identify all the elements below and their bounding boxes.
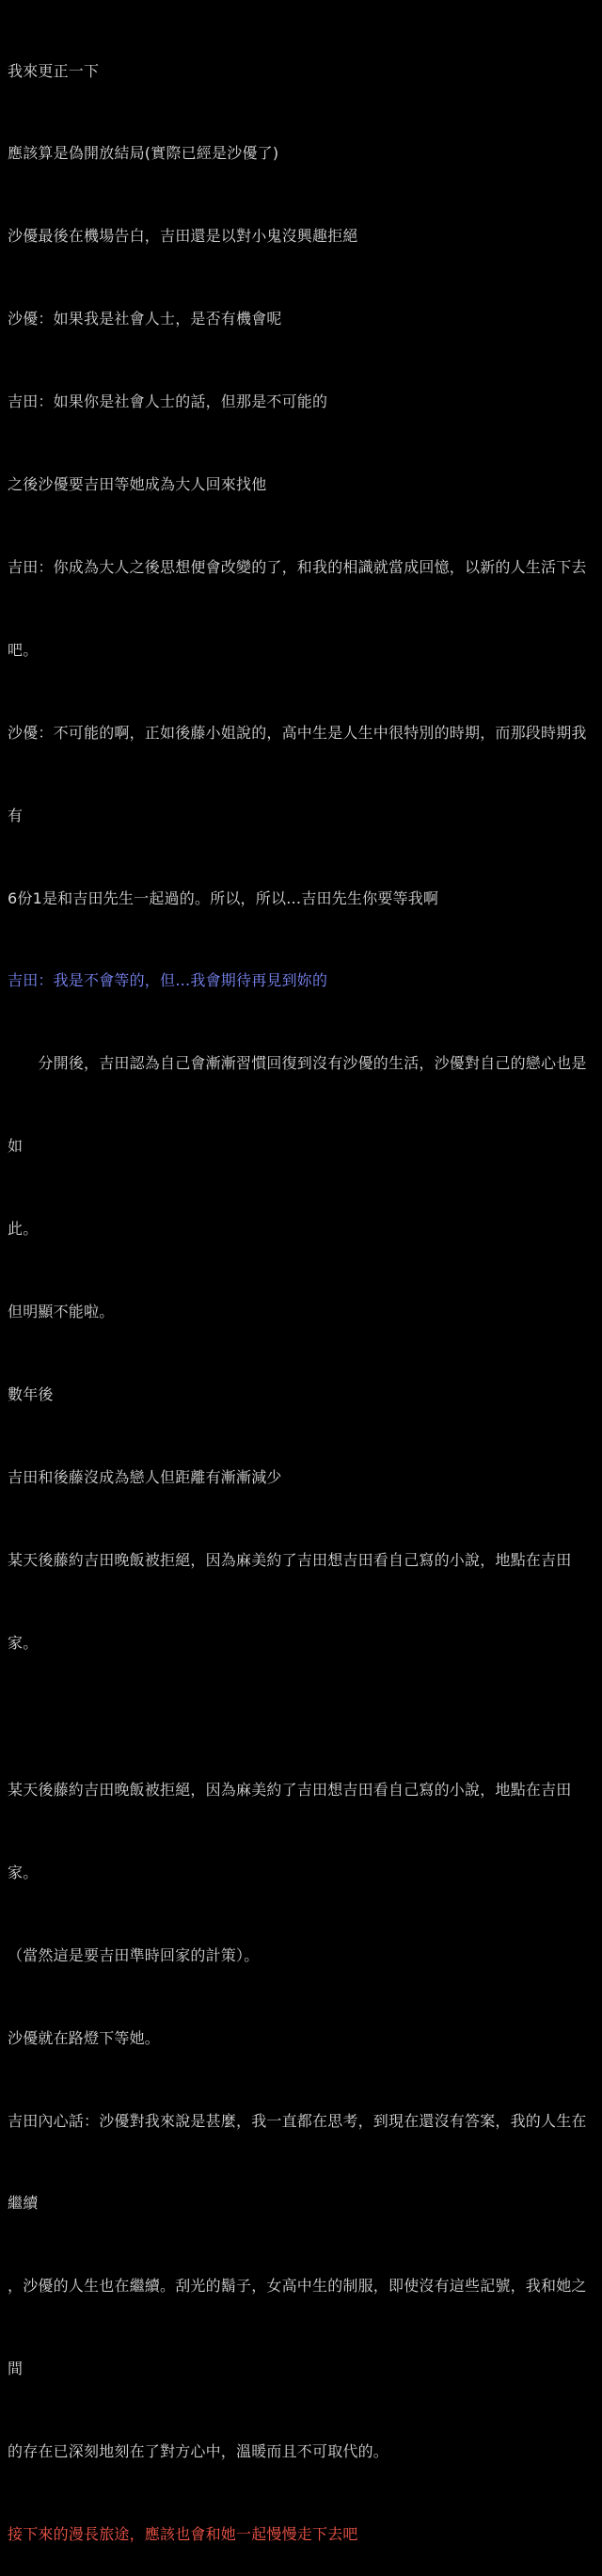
text-line: 家。 bbox=[8, 1633, 39, 1652]
text-line: 某天後藤約吉田晚飯被拒絕，因為麻美約了吉田想吉田看自己寫的小說，地點在吉田 bbox=[8, 1550, 572, 1569]
text-line: 如 bbox=[8, 1137, 24, 1156]
text-line: 家。 bbox=[8, 1863, 39, 1881]
text-line: 我來更正一下 bbox=[8, 61, 100, 80]
text-line: 沙優：不可能的啊，正如後藤小姐說的，高中生是人生中很特別的時期，而那段時期我 bbox=[8, 723, 587, 742]
text-line: 分開後，吉田認為自己會漸漸習慣回復到沒有沙優的生活，沙優對自己的戀心也是 bbox=[8, 1054, 587, 1073]
text-line: 應該算是偽開放結局(實際已經是沙優了) bbox=[8, 144, 279, 163]
text-line: 數年後 bbox=[8, 1384, 54, 1403]
highlighted-ending-line: 接下來的漫長旅途，應該也會和她一起慢慢走下去吧 bbox=[8, 2525, 358, 2544]
text-line: 沙優就在路燈下等她。 bbox=[8, 2028, 161, 2047]
paragraph-gap bbox=[8, 1711, 596, 1720]
text-line: 的存在已深刻地刻在了對方心中，溫暖而且不可取代的。 bbox=[8, 2442, 389, 2461]
text-line: 沙優最後在機場告白，吉田還是以對小鬼沒興趣拒絕 bbox=[8, 227, 358, 246]
text-line: 但明顯不能啦。 bbox=[8, 1302, 115, 1320]
text-line: 某天後藤約吉田晚飯被拒絕，因為麻美約了吉田想吉田看自己寫的小說，地點在吉田 bbox=[8, 1781, 572, 1799]
text-line: 吉田：如果你是社會人士的話，但那是不可能的 bbox=[8, 392, 328, 411]
text-line: 吉田內心話：沙優對我來說是甚麼，我一直都在思考，到現在還沒有答案，我的人生在 bbox=[8, 2111, 587, 2130]
text-line: 此。 bbox=[8, 1220, 39, 1239]
post-body bbox=[8, 2, 596, 2576]
text-line: 有 bbox=[8, 806, 24, 824]
text-line: 沙優：如果我是社會人士，是否有機會呢 bbox=[8, 310, 282, 328]
text-line: 吉田：你成為大人之後思想便會改變的了，和我的相識就當成回憶，以新的人生活下去 bbox=[8, 557, 587, 576]
text-line: （當然這是要吉田準時回家的計策）。 bbox=[8, 1945, 260, 1964]
text-line: 吧。 bbox=[8, 640, 39, 659]
text-line: ，沙優的人生也在繼續。刮光的鬍子，女高中生的制服，即使沒有這些記號，我和她之 bbox=[8, 2277, 587, 2296]
text-line: 之後沙優要吉田等她成為大人回來找他 bbox=[8, 475, 267, 494]
text-line: 間 bbox=[8, 2360, 24, 2378]
text-line: 6份1是和吉田先生一起過的。所以，所以…吉田先生你要等我啊 bbox=[8, 888, 439, 907]
text-line: 吉田和後藤沒成為戀人但距離有漸漸減少 bbox=[8, 1467, 282, 1486]
text-line: 繼續 bbox=[8, 2194, 39, 2213]
highlighted-quote-line: 吉田：我是不會等的，但…我會期待再見到妳的 bbox=[8, 971, 328, 990]
